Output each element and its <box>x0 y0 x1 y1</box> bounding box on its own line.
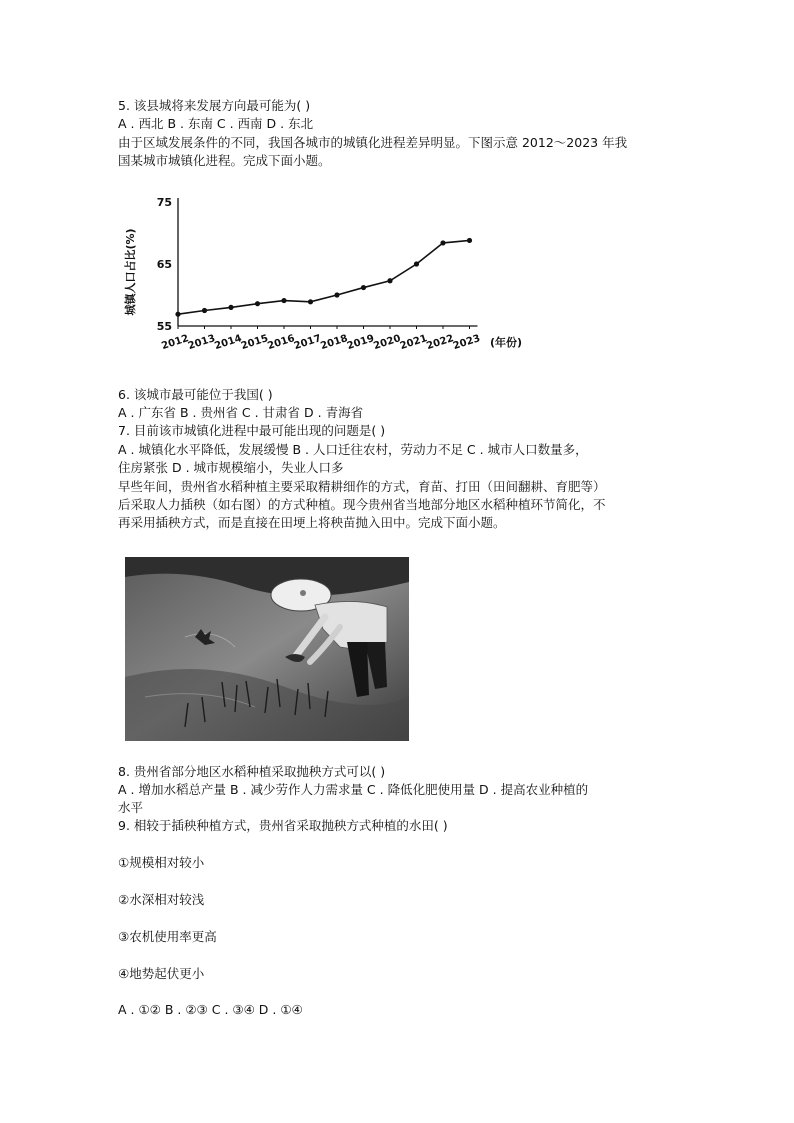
data-point-2015 <box>255 301 260 306</box>
q7-stem: 7. 目前该市城镇化进程中最可能出现的问题是( ) <box>118 423 386 438</box>
data-point-2018 <box>334 292 339 297</box>
x-tick-label-2013: 2013 <box>186 333 217 353</box>
y-tick-label-75: 75 <box>156 196 172 209</box>
data-point-2017 <box>308 299 313 304</box>
q5-stem: 5. 该县城将来发展方向最可能为( ) <box>118 98 311 113</box>
x-tick-label-2022: 2022 <box>425 333 456 353</box>
intro2-line3: 再采用插秧方式，而是直接在田埂上将秧苗抛入田中。完成下面小题。 <box>118 515 506 530</box>
data-point-2013 <box>202 308 207 313</box>
intro1-line2: 国某城市城镇化进程。完成下面小题。 <box>118 153 331 168</box>
q8-options-line2: 水平 <box>118 800 144 815</box>
q5-options: A . 西北 B . 东南 C . 西南 D . 东北 <box>118 116 314 131</box>
data-point-2023 <box>467 238 472 243</box>
x-tick-label-2018: 2018 <box>319 333 350 353</box>
q7-options-line2: 住房紧张 D . 城市规模缩小，失业人口多 <box>118 460 344 475</box>
q8-options-line1: A . 增加水稻总产量 B . 减少劳作人力需求量 C . 降低化肥使用量 D . 提高农业种植的 <box>118 782 589 797</box>
q9-stem: 9. 相较于插秧种植方式，贵州省采取抛秧方式种植的水田( ) <box>118 818 448 833</box>
x-tick-label-2021: 2021 <box>398 333 429 353</box>
data-point-2020 <box>387 278 392 283</box>
urbanization-line-chart <box>118 192 523 362</box>
series-line <box>178 240 470 314</box>
data-point-2019 <box>361 285 366 290</box>
q9-item-1: ①规模相对较小 <box>118 855 205 870</box>
q8-stem: 8. 贵州省部分地区水稻种植采取抛秧方式可以( ) <box>118 764 386 779</box>
q9-item-2: ②水深相对较浅 <box>118 892 205 907</box>
data-point-2012 <box>175 312 180 317</box>
x-tick-label-2017: 2017 <box>292 333 323 353</box>
intro2-line2: 后采取人力插秧（如右图）的方式种植。现今贵州省当地部分地区水稻种植环节简化，不 <box>118 497 606 512</box>
x-tick-label-2019: 2019 <box>345 333 376 353</box>
data-point-2022 <box>440 240 445 245</box>
q6-options: A . 广东省 B . 贵州省 C . 甘肃省 D . 青海省 <box>118 405 364 420</box>
data-point-2014 <box>228 305 233 310</box>
x-tick-label-2023: 2023 <box>451 333 482 353</box>
y-axis-label: 城镇人口占比(%) <box>124 228 137 316</box>
x-tick-label-2012: 2012 <box>160 333 191 353</box>
q9-options: A . ①② B . ②③ C . ③④ D . ①④ <box>118 1002 303 1017</box>
q9-item-3: ③农机使用率更高 <box>118 929 217 944</box>
intro2-line1: 早些年间，贵州省水稻种植主要采取精耕细作的方式，育苗、打田（田间翻耕、育肥等） <box>118 479 606 494</box>
x-tick-label-2014: 2014 <box>213 333 244 353</box>
x-tick-label-2015: 2015 <box>239 333 270 353</box>
data-point-2016 <box>281 298 286 303</box>
y-tick-label-65: 65 <box>156 258 172 271</box>
data-point-2021 <box>414 261 419 266</box>
x-axis-label: (年份) <box>490 336 523 349</box>
x-tick-label-2016: 2016 <box>266 333 297 353</box>
q6-stem: 6. 该城市最可能位于我国( ) <box>118 387 273 402</box>
y-tick-label-55: 55 <box>156 320 172 333</box>
q9-item-4: ④地势起伏更小 <box>118 966 205 981</box>
intro1-line1: 由于区域发展条件的不同，我国各城市的城镇化进程差异明显。下图示意 2012～2023 年我 <box>118 135 628 150</box>
rice-transplanting-photo <box>125 557 409 741</box>
x-tick-label-2020: 2020 <box>372 333 403 353</box>
q7-options-line1: A . 城镇化水平降低，发展缓慢 B . 人口迁往农村，劳动力不足 C . 城市人口数量多， <box>118 442 588 457</box>
